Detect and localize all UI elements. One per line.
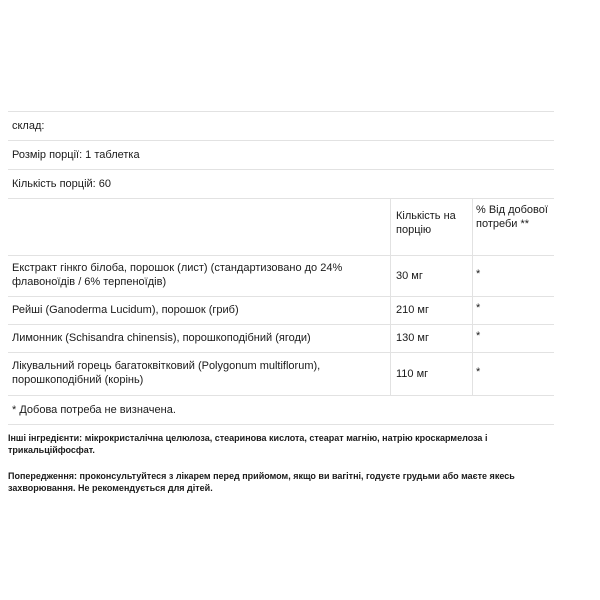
ingredient-amount: 130 мг (396, 332, 429, 344)
header-daily-value: % Від добової потреби ** (476, 204, 548, 230)
warning (8, 470, 548, 494)
servings-count: Кількість порцій: 60 (12, 178, 112, 190)
column-separator (390, 297, 391, 324)
column-separator (390, 199, 391, 255)
supplement-facts-panel (8, 111, 554, 425)
header-amount: Кількість на порцію (396, 210, 456, 236)
table-row (8, 256, 554, 296)
ingredient-name: Екстракт гінкго білоба, порошок (лист) (стандартизовано до 24% флавоноїдів / 6% терпеноїдів) (12, 262, 343, 288)
ingredient-amount: 210 мг (396, 304, 429, 316)
column-separator (390, 325, 391, 352)
other-ingredients-text: мікрокристалічна целюлоза, стеаринова кислота, стеарат магнію, натрію кроскармелоза і трикальційфосфат. (8, 433, 488, 455)
ingredient-daily-value: * (476, 330, 481, 342)
product-notes (8, 432, 548, 508)
warning-label: Попередження: (8, 471, 78, 481)
serving-size: Розмір порції: 1 таблетка (12, 149, 140, 161)
column-separator (390, 256, 391, 296)
ingredient-amount: 110 мг (396, 368, 429, 380)
footnote: * Добова потреба не визначена. (12, 404, 176, 416)
facts-table (8, 199, 554, 396)
composition-label: склад: (12, 120, 45, 132)
table-row (8, 353, 554, 395)
other-ingredients (8, 432, 548, 456)
ingredient-name: Рейші (Ganoderma Lucidum), порошок (гриб) (12, 304, 239, 316)
ingredient-name: Лимонник (Schisandra chinensis), порошкоподібний (ягоди) (12, 332, 311, 344)
ingredient-daily-value: * (476, 302, 481, 314)
facts-table-header (8, 199, 554, 255)
table-row (8, 325, 554, 352)
warning-text: проконсультуйтеся з лікарем перед прийомом, якщо ви вагітні, годуєте грудьми або маєте якесь захворювання. Не рекомендується для дітей. (8, 471, 515, 493)
divider (8, 424, 554, 425)
table-row (8, 297, 554, 324)
other-ingredients-label: Інші інгредієнти: (8, 433, 83, 443)
ingredient-amount: 30 мг (396, 270, 423, 282)
ingredient-daily-value: * (476, 268, 481, 280)
ingredient-name: Лікувальний горець багатоквітковий (Polygonum multiflorum), порошкоподібний (корінь) (12, 360, 321, 386)
ingredient-daily-value: * (476, 366, 481, 378)
column-separator (390, 353, 391, 395)
